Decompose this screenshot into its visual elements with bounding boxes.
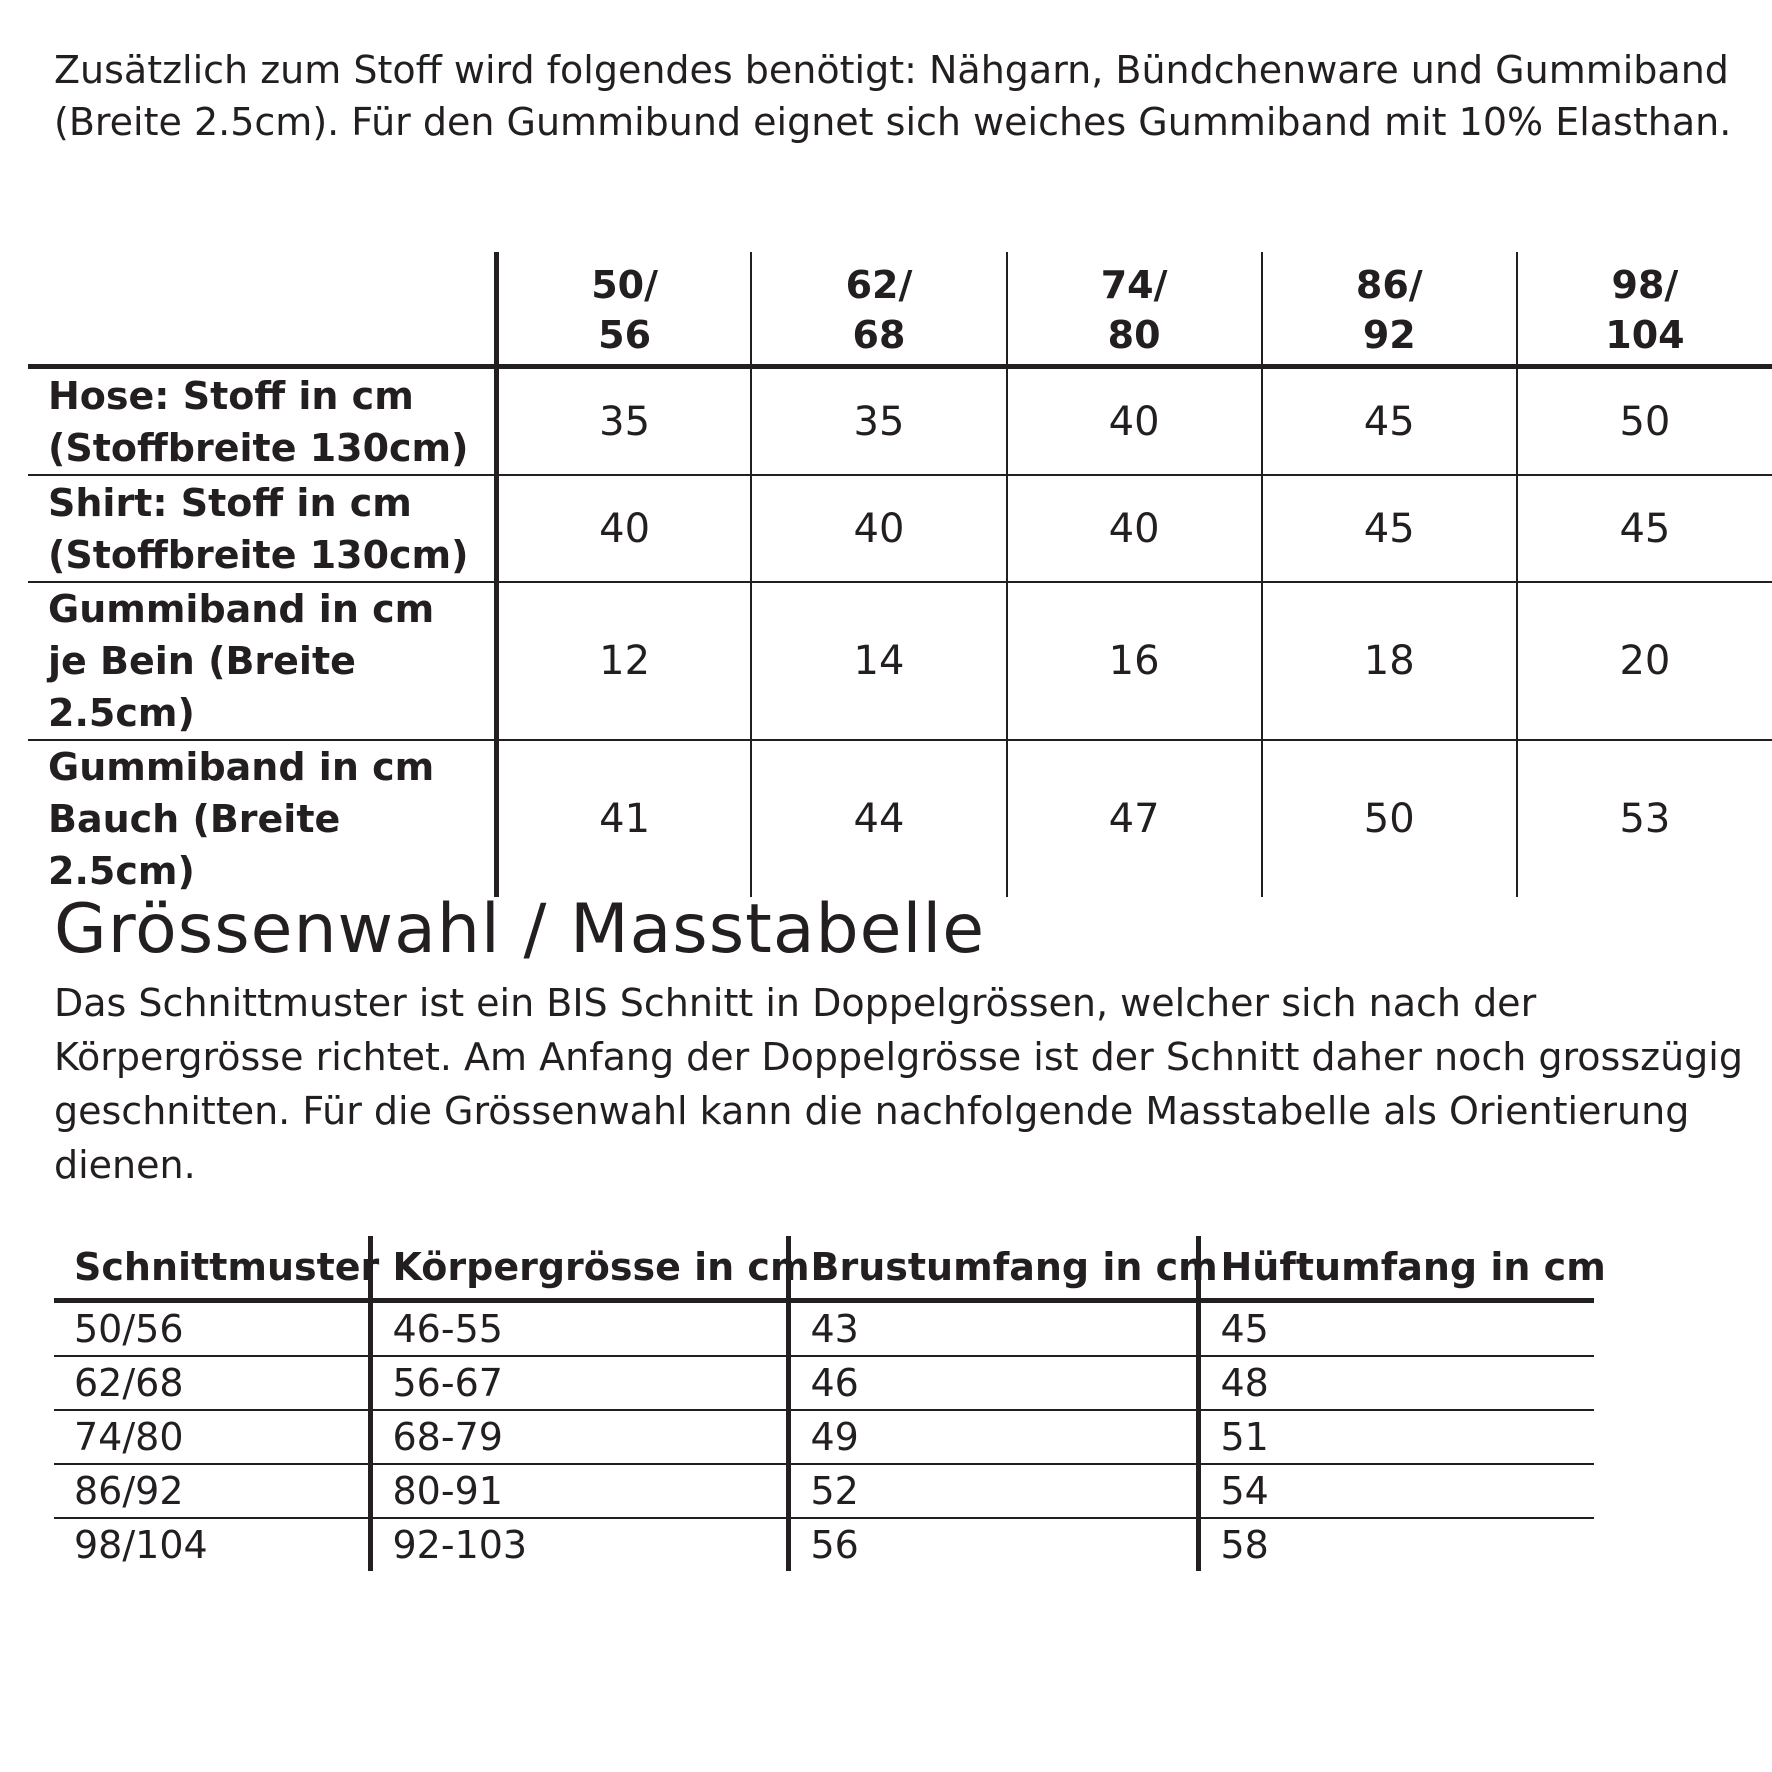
size-column-header [1517,252,1772,367]
size-column-top: 50/ [591,263,658,307]
size-section-title: Grössenwahl / Masstabelle [54,890,986,969]
materials-row-label [28,740,496,897]
size-cell: 45 [1198,1301,1594,1357]
size-cell: 86/92 [54,1464,370,1518]
size-cell: 50/56 [54,1301,370,1357]
size-column-top: 62/ [845,263,913,307]
size-header-cell: Hüftumfang in cm [1198,1236,1594,1301]
materials-cell: 44 [751,740,1006,897]
size-cell: 49 [788,1410,1198,1464]
size-column-bottom: 80 [1107,313,1161,357]
size-cell: 51 [1198,1410,1594,1464]
size-column-bottom: 56 [598,313,652,357]
materials-row-label [28,582,496,740]
materials-cell: 45 [1517,475,1772,582]
size-row [54,1301,1594,1357]
materials-table [28,252,1772,897]
row-label-line: Hose: Stoff in cm [48,373,414,418]
row-label-line: (Stoffbreite 130cm) [48,532,469,577]
materials-row [28,475,1772,582]
size-column-header [1262,252,1517,367]
size-cell: 46-55 [370,1301,788,1357]
materials-cell: 40 [1007,475,1262,582]
intro-paragraph: Zusätzlich zum Stoff wird folgendes benötigt: Nähgarn, Bündchenware und Gummiband (Breite 2.5cm). Für den Gummibund eignet sich weiches Gummiband mit 10% Elasthan. [54,48,1732,144]
materials-cell: 50 [1262,740,1517,897]
size-row [54,1356,1594,1410]
size-cell: 54 [1198,1464,1594,1518]
materials-cell: 14 [751,582,1006,740]
size-column-header [496,252,751,367]
materials-cell: 35 [496,367,751,476]
materials-cell: 35 [751,367,1006,476]
materials-row-label [28,475,496,582]
size-row [54,1518,1594,1571]
size-cell: 68-79 [370,1410,788,1464]
size-cell: 62/68 [54,1356,370,1410]
size-header-row [54,1236,1594,1301]
size-row [54,1410,1594,1464]
row-label-line: Gummiband in cm [48,745,435,789]
row-label-line: Shirt: Stoff in cm [48,480,412,525]
size-cell: 46 [788,1356,1198,1410]
materials-cell: 53 [1517,740,1772,897]
size-cell: 43 [788,1301,1198,1357]
size-section-paragraph: Das Schnittmuster ist ein BIS Schnitt in Doppelgrössen, welcher sich nach der Körpergrösse richtet. Am Anfang der Doppelgrösse ist der Schnitt daher noch grosszügig geschnitten. Für die Grössenwahl kann die nachfolgende Masstabelle als Orientierung dienen. [54,981,1743,1187]
row-label-line: (Stoffbreite 130cm) [48,425,469,470]
materials-cell: 20 [1517,582,1772,740]
row-label-line: Gummiband in cm [48,587,435,631]
size-header-cell: Körpergrösse in cm [370,1236,788,1301]
materials-cell: 40 [751,475,1006,582]
size-cell: 48 [1198,1356,1594,1410]
size-cell: 56-67 [370,1356,788,1410]
size-cell: 98/104 [74,1523,208,1567]
size-cell: 74/80 [54,1410,370,1464]
materials-cell: 41 [599,796,651,842]
size-table [54,1236,1606,1571]
size-header-cell: Schnittmuster [54,1236,370,1301]
size-cell: 92-103 [370,1518,788,1571]
materials-cell: 40 [1007,367,1262,476]
materials-corner-cell [28,252,496,367]
size-cell: 80-91 [370,1464,788,1518]
materials-cell: 50 [1517,367,1772,476]
materials-header-row [28,252,1772,367]
materials-row [28,582,1772,740]
materials-cell: 18 [1262,582,1517,740]
materials-cell: 45 [1262,367,1517,476]
materials-row [28,367,1772,476]
size-row [54,1464,1594,1518]
size-column-top: 74/ [1100,263,1168,307]
materials-row [28,740,1772,897]
row-label-line: Bauch (Breite 2.5cm) [48,797,341,893]
materials-cell: 12 [496,582,751,740]
size-cell: 56 [788,1518,1198,1571]
size-column-header [751,252,1006,367]
materials-row-label [28,367,496,476]
materials-cell: 47 [1007,740,1262,897]
size-column-bottom: 104 [1605,313,1685,357]
row-label-line: je Bein (Breite 2.5cm) [48,639,356,735]
materials-cell: 40 [496,475,751,582]
size-cell: 58 [1198,1518,1594,1571]
materials-cell: 45 [1262,475,1517,582]
size-column-bottom: 68 [852,313,906,357]
size-column-top: 98/ [1611,263,1679,307]
size-header-cell: Brustumfang in cm [788,1236,1198,1301]
size-cell: 52 [788,1464,1198,1518]
size-column-top: 86/ [1355,263,1423,307]
size-column-header [1007,252,1262,367]
size-column-bottom: 92 [1362,313,1416,357]
materials-cell: 16 [1007,582,1262,740]
